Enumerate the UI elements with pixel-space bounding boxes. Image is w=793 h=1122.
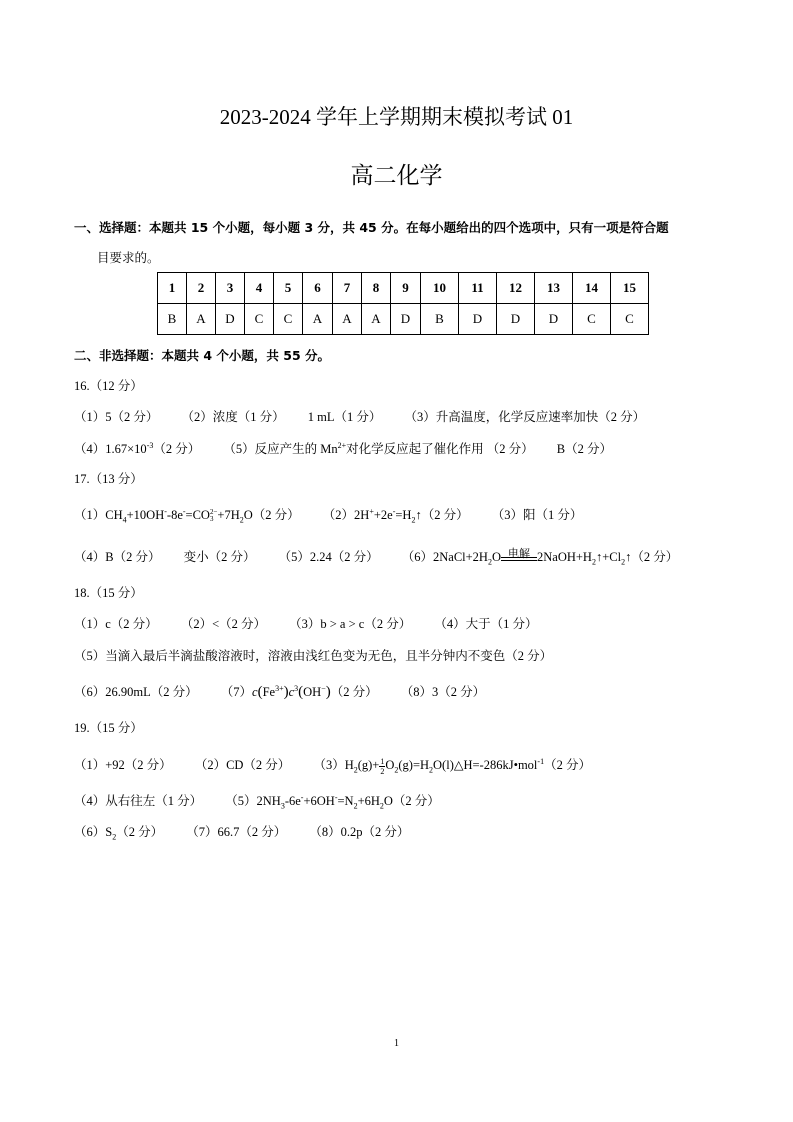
- q18-part2: （2）<（2 分）: [180, 617, 266, 631]
- question-number-cell: 8: [362, 273, 391, 304]
- answer-cell: A: [303, 304, 333, 335]
- q19-part1: （1）+92（2 分）: [74, 758, 172, 772]
- q19-label: 19.（15 分）: [74, 721, 143, 735]
- question-number-cell: 11: [459, 273, 497, 304]
- question-number-cell: 3: [216, 273, 245, 304]
- q19-part5: $(5)2NH_3-6e^-+6OH^-=N_2+6H_2O(2$ 分）: [225, 792, 440, 811]
- q17-part4b: 变小（2 分）: [183, 550, 256, 564]
- answer-table: [157, 272, 649, 335]
- fraction-one-half: $\frac{1}{2}$: [380, 756, 385, 776]
- q19-part8: （8）0.2p（2 分）: [309, 825, 410, 839]
- q19-line1: [74, 755, 591, 776]
- q19-part6: $(6)S_2(2$ 分）: [74, 825, 164, 842]
- question-number-cell: 1: [158, 273, 187, 304]
- answer-cell: C: [573, 304, 611, 335]
- question-number-cell: 9: [391, 273, 421, 304]
- q19-part4: （4）从右往左（1 分）: [74, 794, 203, 808]
- q18-line1: [74, 614, 537, 632]
- q18-part6: （6）26.90mL（2 分）: [74, 685, 198, 699]
- answer-cell: C: [245, 304, 274, 335]
- question-number-cell: 10: [421, 273, 459, 304]
- question-number-cell: 5: [274, 273, 303, 304]
- q16-part4: $(4)1.67\times 10^{-3}(2$ 分）: [74, 440, 201, 456]
- document-title: 2023-2024 学年上学期期末模拟考试 01: [219, 105, 574, 129]
- q18-part7: $(7)c(Fe^{3+})c^3(OH^-)(2$ 分）: [220, 683, 378, 700]
- question-number-cell: 12: [497, 273, 535, 304]
- q16-label: 16.（12 分）: [74, 379, 143, 393]
- q16-part5b: B（2 分）: [556, 442, 612, 456]
- answer-cell: B: [158, 304, 187, 335]
- q16-part2b: 1 mL（1 分）: [307, 410, 382, 424]
- q17-part4: （4）B（2 分）: [74, 550, 161, 564]
- question-number-cell: 14: [573, 273, 611, 304]
- question-number-cell: 2: [187, 273, 216, 304]
- q19-part2: （2）CD（2 分）: [194, 758, 291, 772]
- q18-part5: （5）当滴入最后半滴盐酸溶液时，溶液由浅红色变为无色，且半分钟内不变色（2 分）: [74, 649, 553, 663]
- q16-part2: （2）浓度（1 分）: [181, 410, 285, 424]
- answer-table-number-row: [158, 273, 649, 304]
- answer-cell: B: [421, 304, 459, 335]
- answer-cell: D: [391, 304, 421, 335]
- q18-part4: （4）大于（1 分）: [434, 617, 538, 631]
- q18-label: 18.（15 分）: [74, 586, 143, 600]
- page-number: 1: [394, 1038, 399, 1049]
- q18-part1: （1）c（2 分）: [74, 617, 158, 631]
- answer-cell: A: [362, 304, 391, 335]
- answer-cell: C: [274, 304, 303, 335]
- q17-label: 17.（13 分）: [74, 472, 143, 486]
- section2-heading: 二、非选择题：本题共 4 个小题，共 55 分。: [74, 348, 331, 363]
- q16-line2: [74, 439, 612, 457]
- electrolysis-sign: 电解: [501, 560, 537, 561]
- answer-cell: D: [497, 304, 535, 335]
- answer-cell: D: [535, 304, 573, 335]
- answer-cell: D: [459, 304, 497, 335]
- q16-line1: [74, 407, 645, 425]
- q19-line2: [74, 791, 440, 809]
- q17-part2: $(2)2H^++2e^-=H_2↑(2$ 分）: [322, 506, 469, 525]
- q17-line2: [74, 547, 678, 565]
- question-number-cell: 4: [245, 273, 274, 304]
- question-number-cell: 15: [611, 273, 649, 304]
- answer-table-answer-row: [158, 304, 649, 335]
- answer-cell: A: [187, 304, 216, 335]
- q19-part3: $(3)H_2(g)+$ $\frac{1}{2}$ $O_2(g)=H_2O(l)\triangle H=-286kJ•mol^{-1}(2$ 分）: [313, 756, 591, 776]
- answer-cell: C: [611, 304, 649, 335]
- q17-part6: $(6)2NaCl+2H_2O$ 电解 $2NaOH+H_2↑+Cl_2↑(2$ 分）: [401, 547, 679, 567]
- q19-part7: （7）66.7（2 分）: [186, 825, 287, 839]
- q16-part5: （5）反应产生的 $Mn^{2+}$对化学反应起了催化作用 （2 分）: [223, 440, 534, 456]
- answer-cell: A: [333, 304, 362, 335]
- q17-part1: $(1)CH_4+10OH^--8e^-=CO$ 2− 3 $+7H_2O(2$ 分）: [74, 506, 300, 525]
- q17-part3: （3）阳（1 分）: [491, 508, 583, 522]
- q18-part8: （8）3（2 分）: [400, 685, 486, 699]
- q17-line1: [74, 505, 582, 523]
- q19-line3: [74, 822, 409, 840]
- document-subtitle: 高二化学: [350, 163, 443, 189]
- q18-line3: [74, 682, 485, 701]
- section1-heading-line1: 一、选择题：本题共 15 个小题，每小题 3 分，共 45 分。在每小题给出的四个选项中，只有一项是符合题: [74, 220, 669, 235]
- question-number-cell: 6: [303, 273, 333, 304]
- section1-heading-line2: 目要求的。: [97, 250, 160, 265]
- question-number-cell: 7: [333, 273, 362, 304]
- q17-part5: （5）2.24（2 分）: [278, 550, 379, 564]
- question-number-cell: 13: [535, 273, 573, 304]
- q16-part3: （3）升高温度，化学反应速率加快（2 分）: [404, 410, 646, 424]
- q18-part3: （3）b > a > c（2 分）: [289, 617, 412, 631]
- answer-cell: D: [216, 304, 245, 335]
- q16-part1: （1）5（2 分）: [74, 410, 159, 424]
